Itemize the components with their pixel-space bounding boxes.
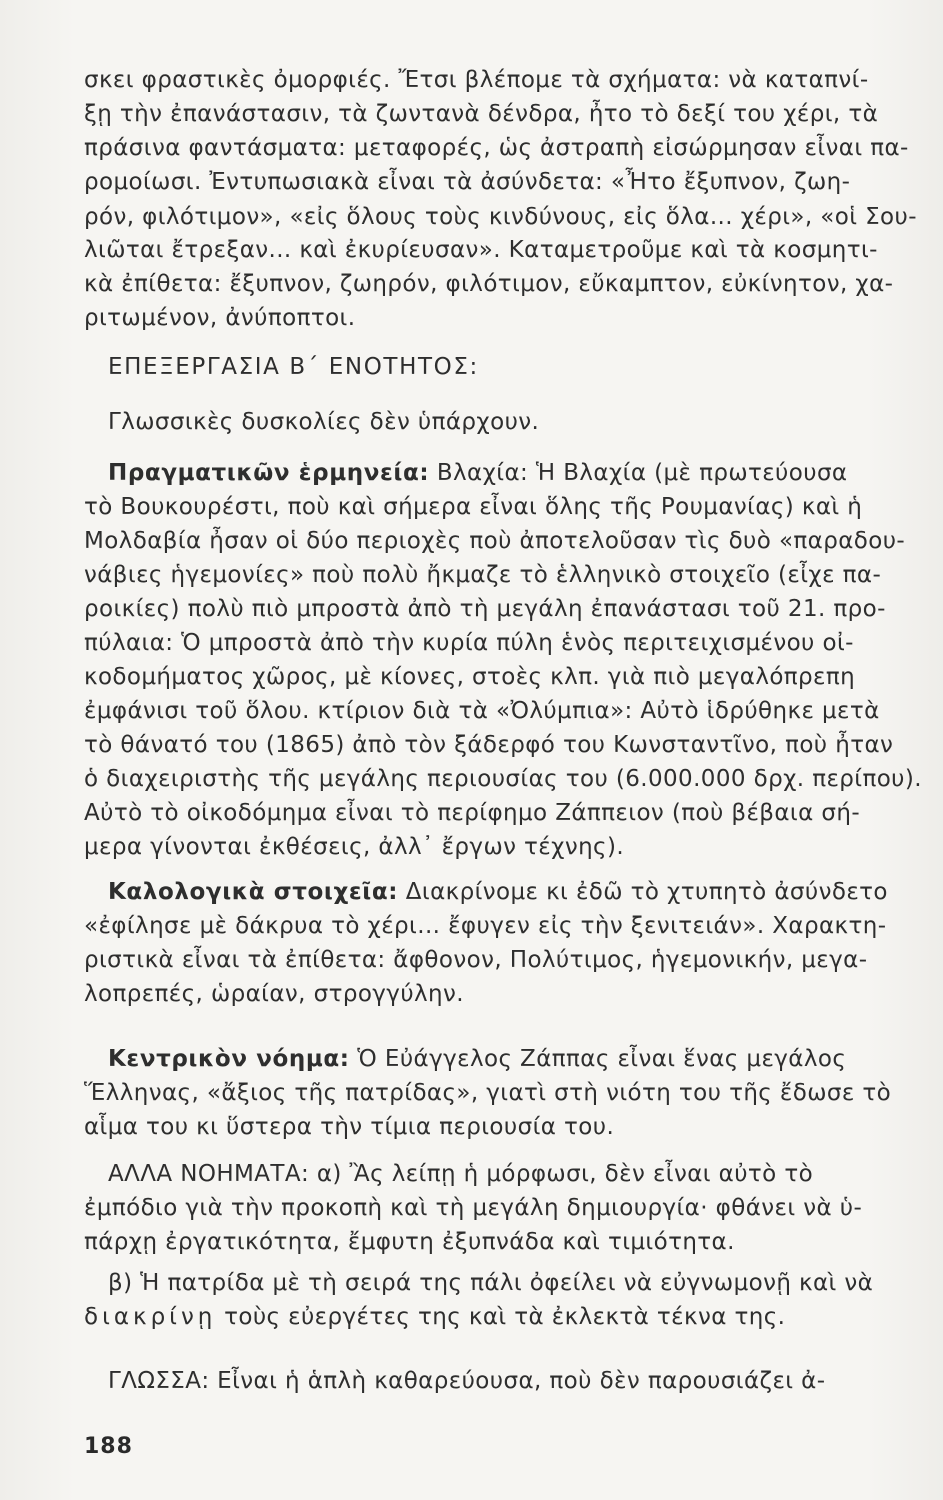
text-line bbox=[108, 457, 848, 489]
text-line: ροικίες) πολὺ πιὸ μπροστὰ ἀπὸ τὴ μεγάλη ἐπανάστασι τοῦ 21. προ- bbox=[84, 596, 886, 622]
text-line: Αὐτὸ τὸ οἰκοδόμημα εἶναι τὸ περίφημο Ζάππειον (ποὺ βέβαια σή- bbox=[84, 800, 861, 826]
text-line: Γλωσσικὲς δυσκολίες δὲν ὑπάρχουν. bbox=[108, 409, 540, 435]
text-line: ριτωμένον, ἀνύποπτοι. bbox=[84, 305, 356, 331]
text-line: νάβιες ἡγεμονίες» ποὺ πολὺ ἤκμαζε τὸ ἑλληνικὸ στοιχεῖο (εἶχε πα- bbox=[84, 562, 882, 588]
text-line bbox=[108, 1043, 846, 1075]
text-line: πύλαια: Ὁ μπροστὰ ἀπὸ τὴν κυρία πύλη ἑνὸς περιτειχισμένου οἰ- bbox=[84, 630, 854, 656]
text-line bbox=[84, 1301, 785, 1333]
text-line: λοπρεπές, ὡραίαν, στρογγύλην. bbox=[84, 981, 464, 1007]
text-line: τὸ θάνατό του (1865) ἀπὸ τὸν ξάδερφό του Κωνσταντῖνο, ποὺ ἦταν bbox=[84, 732, 894, 758]
text-line: αἷμα του κι ὕστερα τὴν τίμια περιουσία του. bbox=[84, 1114, 615, 1140]
section-label: Πραγματικῶν ἑρμηνεία: bbox=[108, 460, 430, 486]
text-line: ὁ διαχειριστὴς τῆς μεγάλης περιουσίας του (6.000.000 δρχ. περίπου). bbox=[84, 766, 922, 792]
text-line: ἐμφάνισι τοῦ ὅλου. κτίριον διὰ τὰ «Ὀλύμπια»: Αὐτὸ ἱδρύθηκε μετὰ bbox=[84, 698, 880, 724]
text-span: τοὺς εὐεργέτες της καὶ τὰ ἐκλεκτὰ τέκνα της. bbox=[216, 1304, 786, 1330]
text-line: β) Ἡ πατρίδα μὲ τὴ σειρά της πάλι ὀφείλει νὰ εὐγνωμονῇ καὶ νὰ bbox=[108, 1270, 874, 1296]
section-heading: ΕΠΕΞΕΡΓΑΣΙΑ Β΄ ΕΝΟΤΗΤΟΣ: bbox=[108, 354, 479, 380]
text-line: σκει φραστικὲς ὀμορφιές. Ἔτσι βλέπομε τὰ σχήματα: νὰ καταπνί- bbox=[84, 67, 869, 93]
text-line: ρομοίωσι. Ἐντυπωσιακὰ εἶναι τὰ ἀσύνδετα: «Ἦτο ἔξυπνον, ζωη- bbox=[84, 169, 851, 195]
text-line: κὰ ἐπίθετα: ἔξυπνον, ζωηρόν, φιλότιμον, εὔκαμπτον, εὐκίνητον, χα- bbox=[84, 271, 894, 297]
text-line: ΑΛΛΑ ΝΟΗΜΑΤΑ: α) Ἂς λείπῃ ἡ μόρφωσι, δὲν εἶναι αὐτὸ τὸ bbox=[108, 1161, 814, 1187]
text-line: ρόν, φιλότιμον», «εἰς ὅλους τοὺς κινδύνους, εἰς ὅλα... χέρι», «οἱ Σου- bbox=[84, 204, 917, 230]
text-line: ριστικὰ εἶναι τὰ ἐπίθετα: ἄφθονον, Πολύτιμος, ἡγεμονικήν, μεγα- bbox=[84, 947, 868, 973]
text-line: λιῶται ἔτρεξαν... καὶ ἐκυρίευσαν». Καταμετροῦμε καὶ τὰ κοσμητι- bbox=[84, 237, 878, 263]
text-span: Βλαχία: Ἡ Βλαχία (μὲ πρωτεύουσα bbox=[429, 460, 848, 486]
text-span: Διακρίνομε κι ἐδῶ τὸ χτυπητὸ ἀσύνδετο bbox=[398, 879, 888, 905]
text-line: κοδομήματος χῶρος, μὲ κίονες, στοὲς κλπ. γιὰ πιὸ μεγαλόπρεπη bbox=[84, 664, 856, 690]
page-number: 188 bbox=[84, 1434, 133, 1459]
text-line: πράσινα φαντάσματα: μεταφορές, ὡς ἀστραπὴ εἰσώρμησαν εἶναι πα- bbox=[84, 135, 909, 161]
section-label: Καλολογικὰ στοιχεῖα: bbox=[108, 879, 399, 905]
text-line: ΓΛΩΣΣΑ: Εἶναι ἡ ἁπλὴ καθαρεύουσα, ποὺ δὲν παρουσιάζει ἀ- bbox=[108, 1368, 826, 1394]
text-line: ἐμπόδιο γιὰ τὴν προκοπὴ καὶ τὴ μεγάλη δημιουργία· φθάνει νὰ ὑ- bbox=[84, 1195, 863, 1221]
text-line bbox=[108, 876, 888, 908]
section-label: Κεντρικὸν νόημα: bbox=[108, 1046, 350, 1072]
text-span: Ὁ Εὐάγγελος Ζάππας εἶναι ἕνας μεγάλος bbox=[349, 1046, 847, 1072]
spaced-word: διακρίνῃ bbox=[84, 1304, 217, 1330]
text-line: πάρχῃ ἐργατικότητα, ἔμφυτη ἐξυπνάδα καὶ τιμιότητα. bbox=[84, 1229, 735, 1255]
text-line: Ἕλληνας, «ἄξιος τῆς πατρίδας», γιατὶ στὴ νιότη του τῆς ἔδωσε τὸ bbox=[84, 1080, 892, 1106]
text-line: Μολδαβία ἦσαν οἱ δύο περιοχὲς ποὺ ἀποτελοῦσαν τὶς δυὸ «παραδου- bbox=[84, 528, 906, 554]
text-line: «ἐφίλησε μὲ δάκρυα τὸ χέρι... ἔφυγεν εἰς τὴν ξενιτειάν». Χαρακτη- bbox=[84, 913, 887, 939]
text-line: ξῃ τὴν ἐπανάστασιν, τὰ ζωντανὰ δένδρα, ἦτο τὸ δεξί του χέρι, τὰ bbox=[84, 101, 879, 127]
text-line: μερα γίνονται ἐκθέσεις, ἀλλ᾽ ἔργων τέχνης). bbox=[84, 834, 625, 860]
text-line: τὸ Βουκουρέστι, ποὺ καὶ σήμερα εἶναι ὅλης τῆς Ρουμανίας) καὶ ἡ bbox=[84, 494, 863, 520]
